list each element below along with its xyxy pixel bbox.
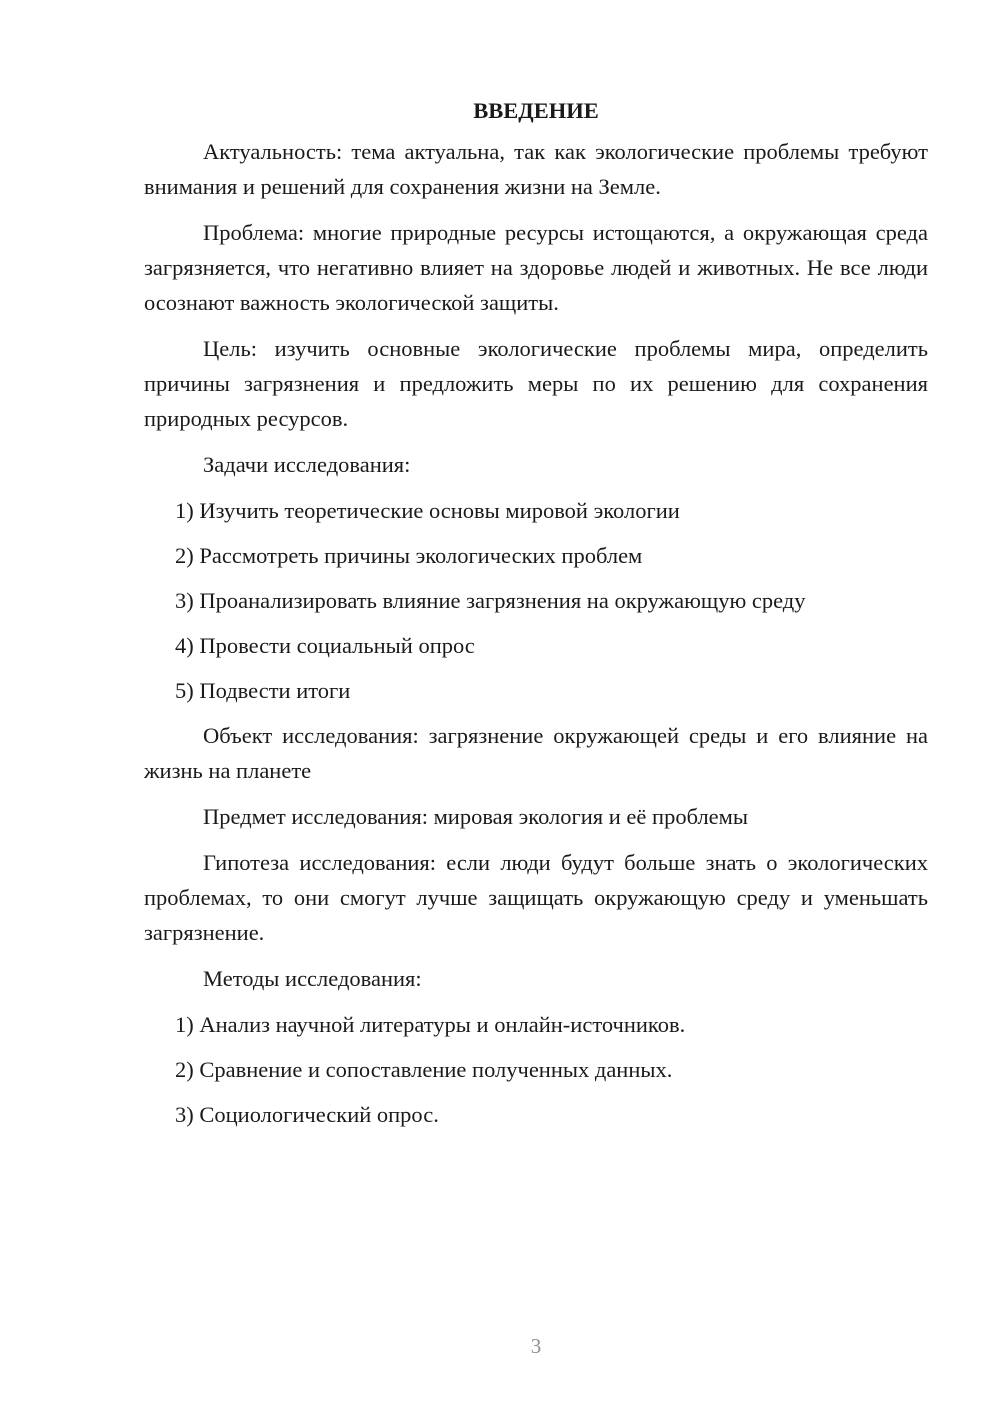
- task-item-1: 1) Изучить теоретические основы мировой экологии: [175, 498, 680, 523]
- document-body: [144, 97, 928, 1142]
- task-item-3: 3) Проанализировать влияние загрязнения на окружающую среду: [175, 588, 806, 613]
- method-item-2: 2) Сравнение и сопоставление полученных данных.: [175, 1057, 673, 1082]
- section-heading: ВВЕДЕНИЕ: [473, 98, 599, 123]
- methods-title: Методы исследования:: [203, 966, 422, 991]
- method-item-1: 1) Анализ научной литературы и онлайн-источников.: [175, 1012, 686, 1037]
- task-item-5: 5) Подвести итоги: [175, 678, 351, 703]
- problem-paragraph: Проблема: многие природные ресурсы истощаются, а окружающая среда загрязняется, что негативно влияет на здоровье людей и животных. Не все люди осознают важность экологической защиты.: [144, 220, 928, 315]
- object-paragraph: Объект исследования: загрязнение окружающей среды и его влияние на жизнь на планете: [144, 723, 928, 783]
- subject-paragraph: Предмет исследования: мировая экология и её проблемы: [203, 804, 749, 829]
- method-item-3: 3) Социологический опрос.: [175, 1102, 439, 1127]
- relevance-paragraph: Актуальность: тема актуальна, так как экологические проблемы требуют внимания и решений для сохранения жизни на Земле.: [144, 139, 928, 199]
- task-item-4: 4) Провести социальный опрос: [175, 633, 475, 658]
- tasks-title: Задачи исследования:: [203, 452, 411, 477]
- hypothesis-paragraph: Гипотеза исследования: если люди будут больше знать о экологических проблемах, то они смогут лучше защищать окружающую среду и уменьшать загрязнение.: [144, 850, 928, 945]
- page-number: 3: [530, 1334, 542, 1358]
- goal-paragraph: Цель: изучить основные экологические проблемы мира, определить причины загрязнения и предложить меры по их решению для сохранения природных ресурсов.: [144, 336, 928, 431]
- task-item-2: 2) Рассмотреть причины экологических проблем: [175, 543, 643, 568]
